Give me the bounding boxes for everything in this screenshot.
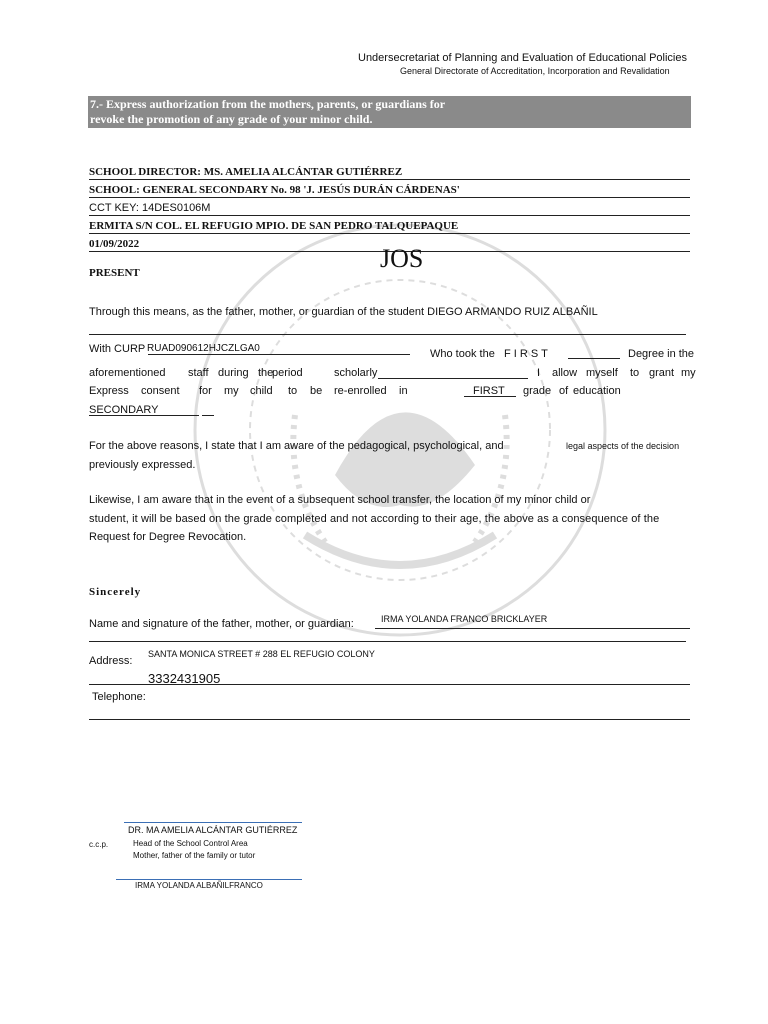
date: 01/09/2022	[89, 238, 140, 250]
aware-statement-line1: For the above reasons, I state that I am aware of the pedagogical, psychological, and	[89, 440, 504, 452]
sincerely: Sincerely	[89, 586, 142, 598]
handwritten-mark: JOS	[380, 244, 424, 273]
degree-in-the: Degree in the	[628, 348, 695, 360]
cc-role-2: Mother, father of the family or tutor	[133, 851, 256, 860]
school-address: ERMITA S/N COL. EL REFUGIO MPIO. DE SAN PEDRO TALQUEPAQUE	[89, 220, 459, 232]
word: education	[573, 385, 621, 397]
national-seal-watermark	[185, 215, 615, 645]
rule	[568, 358, 620, 359]
word: period	[272, 367, 303, 379]
word: myself	[586, 367, 618, 379]
section-title-band	[88, 96, 691, 128]
curp-label: With CURP	[89, 343, 146, 355]
rule	[89, 719, 690, 720]
section-title-line2: revoke the promotion of any grade of your minor child.	[90, 112, 373, 126]
aware-statement-small: legal aspects of the decision	[566, 441, 680, 451]
header-undersecretariat: Undersecretariat of Planning and Evaluation of Educational Policies	[358, 52, 687, 64]
word: grant	[649, 367, 675, 379]
signature-line	[375, 628, 690, 629]
rule	[89, 684, 690, 685]
word: scholarly	[334, 367, 378, 379]
rule	[89, 179, 690, 180]
signature-line-guardian	[116, 879, 302, 880]
word: my	[681, 367, 696, 379]
word: to	[288, 385, 298, 397]
school-name: SCHOOL: GENERAL SECONDARY No. 98 'J. JESÚS DURÁN CÁRDENAS'	[89, 184, 460, 196]
cc-label: c.c.p.	[89, 840, 109, 849]
rule	[464, 396, 516, 397]
grade-value: FIRST	[473, 385, 505, 397]
word: allow	[552, 367, 578, 379]
word: for	[199, 385, 212, 397]
rule	[89, 233, 690, 234]
header-directorate: General Directorate of Accreditation, Incorporation and Revalidation	[400, 66, 670, 76]
rule	[378, 378, 528, 379]
student-statement: Through this means, as the father, mother, or guardian of the student DIEGO ARMANDO RUIZ ALBAÑIL	[89, 306, 598, 318]
word: in	[399, 385, 408, 397]
rule	[89, 641, 686, 642]
word: grade	[523, 385, 552, 397]
rule	[89, 334, 686, 335]
word: the	[258, 367, 274, 379]
word: consent	[141, 385, 180, 397]
word: staff	[188, 367, 209, 379]
word: my	[224, 385, 239, 397]
who-took-text: Who took the	[430, 348, 495, 360]
word: during	[218, 367, 249, 379]
level-underline	[89, 415, 199, 416]
word: Express	[89, 385, 129, 397]
signature-line-director	[124, 822, 302, 823]
curp-value: RUAD090612HJCZLGA0	[147, 343, 260, 354]
word: I	[537, 367, 541, 379]
telephone-label: Telephone:	[92, 691, 146, 703]
cc-role-1: Head of the School Control Area	[133, 839, 248, 848]
transfer-statement-line3: Request for Degree Revocation.	[89, 531, 247, 543]
address-value: SANTA MONICA STREET # 288 EL REFUGIO COLONY	[148, 649, 375, 659]
section-title-line1: 7.- Express authorization from the mothers, parents, or guardians for	[90, 97, 446, 111]
rule	[89, 197, 690, 198]
word: to	[630, 367, 640, 379]
rule	[89, 215, 690, 216]
transfer-statement-line2: student, it will be based on the grade completed and not according to their age, the above as a consequence of the	[89, 513, 660, 525]
word: re-enrolled	[334, 385, 387, 397]
cc-director-name: DR. MA AMELIA ALCÁNTAR GUTIÉRREZ	[128, 825, 298, 835]
word: aforementioned	[89, 367, 166, 379]
address-label: Address:	[89, 655, 133, 667]
level-value: SECONDARY	[89, 404, 159, 416]
telephone-value: 3332431905	[148, 671, 221, 686]
aware-statement-line2: previously expressed.	[89, 459, 196, 471]
rule	[202, 415, 214, 416]
signature-value: IRMA YOLANDA FRANCO BRICKLAYER	[381, 614, 548, 624]
word: of	[559, 385, 569, 397]
signature-label: Name and signature of the father, mother, or guardian:	[89, 618, 354, 630]
curp-underline	[148, 354, 410, 355]
first-spaced: F I R S T	[504, 348, 548, 360]
transfer-statement-line1: Likewise, I am aware that in the event of a subsequent school transfer, the location of my minor child or	[89, 494, 591, 506]
word: be	[310, 385, 323, 397]
word: child	[250, 385, 273, 397]
school-director: SCHOOL DIRECTOR: MS. AMELIA ALCÁNTAR GUTIÉRREZ	[89, 166, 403, 178]
cc-guardian-name: IRMA YOLANDA ALBAÑILFRANCO	[135, 881, 263, 890]
present-salutation: PRESENT	[89, 267, 140, 279]
cct-key: CCT KEY: 14DES0106M	[89, 202, 211, 214]
